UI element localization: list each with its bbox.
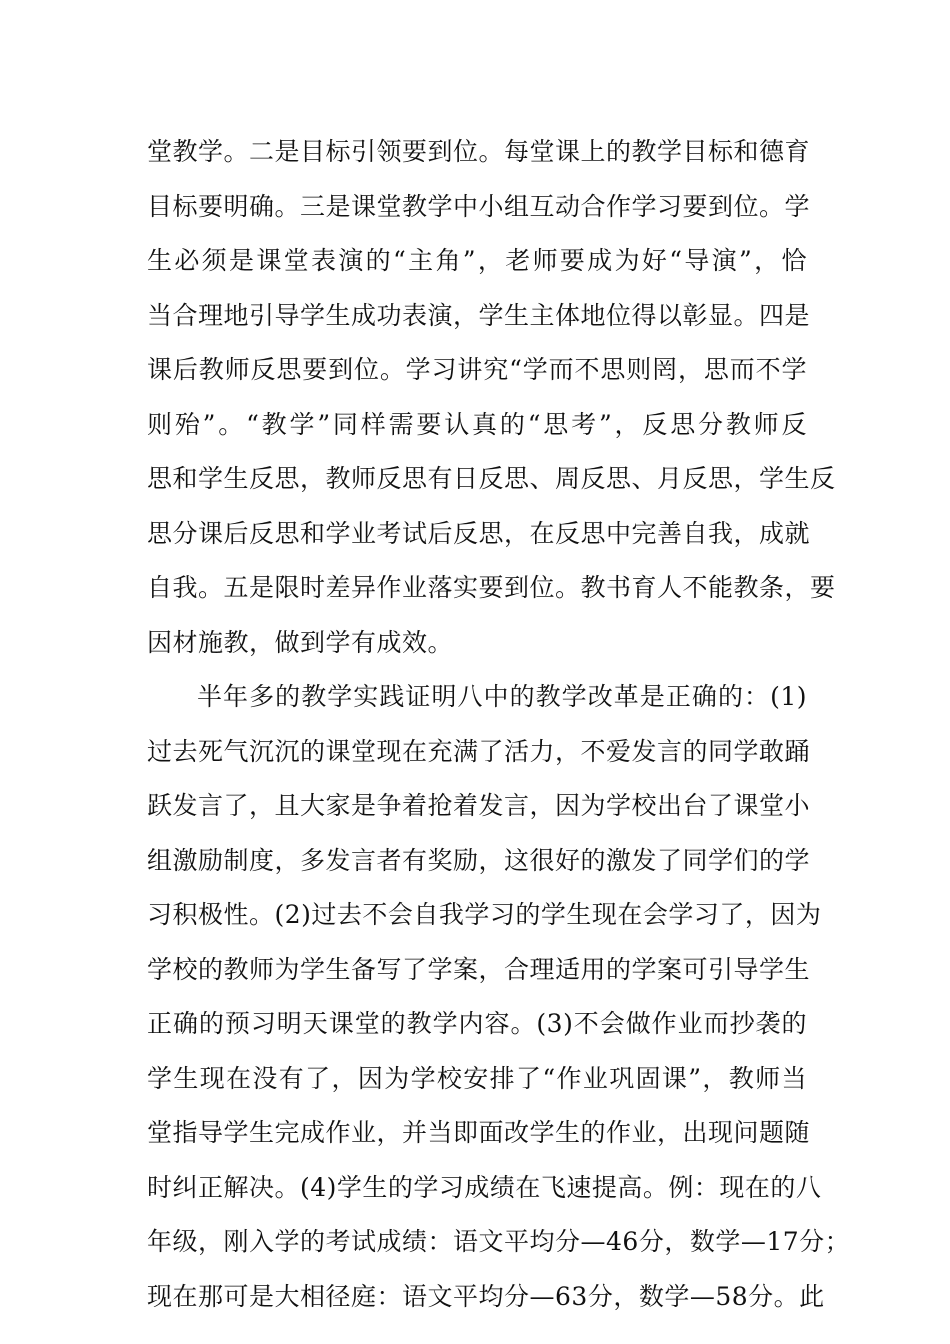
text-line: 堂指导学生完成作业，并当即面改学生的作业，出现问题随 [147, 1118, 811, 1147]
text-line: 学校的教师为学生备写了学案，合理适用的学案可引导学生 [147, 954, 811, 984]
text-line: 正确的预习明天课堂的教学内容。(3)不会做作业而抄袭的 [147, 1009, 807, 1038]
text-line: 组激励制度，多发言者有奖励，这很好的激发了同学们的学 [147, 845, 811, 875]
text-line: 自我。五是限时差异作业落实要到位。教书育人不能教条，要 [147, 573, 836, 602]
text-line: 堂教学。二是目标引领要到位。每堂课上的教学目标和德育 [147, 137, 811, 166]
text-line: 则殆”。“教学”同样需要认真的“思考”，反思分教师反 [147, 409, 807, 439]
paragraph-start-line: 半年多的教学实践证明八中的教学改革是正确的：(1) [197, 682, 807, 711]
text-line: 时纠正解决。(4)学生的学习成绩在飞速提高。例：现在的八 [147, 1172, 822, 1202]
text-line: 思分课后反思和学业考试后反思，在反思中完善自我，成就 [147, 518, 811, 548]
text-line: 课后教师反思要到位。学习讲究“学而不思则罔，思而不学 [147, 355, 807, 384]
text-line: 过去死气沉沉的课堂现在充满了活力，不爱发言的同学敢踊 [147, 736, 811, 766]
text-line: 现在那可是大相径庭：语文平均分—63分，数学—58分。此 [147, 1281, 825, 1311]
body-text [147, 125, 851, 1324]
paragraph-end-line: 因材施教，做到学有成效。 [147, 627, 454, 657]
text-line: 学生现在没有了，因为学校安排了“作业巩固课”，教师当 [147, 1063, 807, 1093]
text-line: 生必须是课堂表演的“主角”，老师要成为好“导演”，恰 [147, 246, 807, 275]
text-line: 当合理地引导学生成功表演，学生主体地位得以彰显。四是 [147, 300, 811, 330]
text-line: 目标要明确。三是课堂教学中小组互动合作学习要到位。学 [147, 191, 811, 221]
text-line: 年级，刚入学的考试成绩：语文平均分—46分，数学—17分； [147, 1227, 851, 1256]
text-line: 思和学生反思，教师反思有日反思、周反思、月反思，学生反 [147, 464, 836, 493]
text-line: 习积极性。(2)过去不会自我学习的学生现在会学习了，因为 [147, 900, 822, 929]
text-line: 跃发言了，且大家是争着抢着发言，因为学校出台了课堂小 [147, 791, 811, 820]
